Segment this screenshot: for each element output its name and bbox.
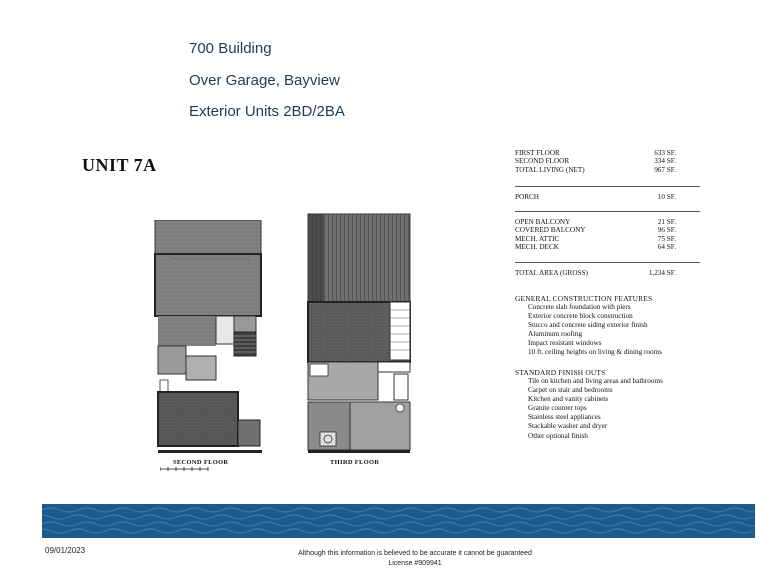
area-label: MECH. ATTIC (515, 234, 560, 243)
area-value: 633 SF. (654, 149, 676, 157)
area-group-outdoor (515, 218, 700, 251)
construction-list (528, 303, 662, 358)
list-item: Other optional finish (528, 431, 588, 440)
footer-disclaimer (260, 549, 570, 569)
list-item: Stackable washer and dryer (528, 422, 608, 431)
third-floor-plan (300, 212, 415, 457)
list-item: 10 ft. ceiling heights on living & dining rooms (528, 348, 662, 357)
finishes-list (528, 377, 663, 441)
area-group-porch (515, 193, 700, 201)
list-item: Carpet on stair and bedrooms (528, 386, 613, 395)
list-item: Aluminum roofing (528, 330, 583, 339)
area-group-living (515, 149, 700, 174)
area-group-total (515, 269, 700, 277)
divider (515, 262, 700, 263)
scale-bar (160, 466, 210, 472)
second-floor-label: SECOND FLOOR (173, 459, 229, 466)
list-item: Impact resistant windows (528, 339, 602, 348)
area-label: MECH. DECK (515, 242, 559, 251)
area-label: TOTAL AREA (GROSS) (515, 269, 588, 277)
area-label: SECOND FLOOR (515, 157, 570, 166)
area-value: 1,234 SF. (648, 269, 676, 277)
list-item: Tile on kitchen and living areas and bathrooms (528, 377, 663, 385)
area-row (515, 193, 700, 201)
area-label: FIRST FLOOR (515, 149, 560, 157)
list-item: Kitchen and vanity cabinets (528, 395, 609, 404)
area-row (515, 235, 700, 243)
finishes-title: STANDARD FINISH OUTS (515, 368, 606, 377)
footer-date: 09/01/2023 (45, 546, 86, 555)
list-item: Stainless steel appliances (528, 413, 601, 422)
area-label: OPEN BALCONY (515, 218, 571, 226)
area-row (515, 226, 700, 234)
area-label: COVERED BALCONY (515, 226, 586, 235)
area-value: 967 SF. (654, 165, 676, 174)
list-item: Exterior concrete block construction (528, 312, 633, 321)
area-row (515, 157, 700, 165)
header-line-unit-type: Exterior Units 2BD/2BA (189, 103, 345, 120)
construction-title: GENERAL CONSTRUCTION FEATURES (515, 294, 653, 303)
area-value: 334 SF. (654, 157, 676, 166)
area-label: PORCH (515, 193, 539, 201)
unit-title: UNIT 7A (82, 155, 157, 175)
license-number: License #909941 (388, 560, 442, 567)
area-value: 10 SF. (657, 193, 676, 201)
area-row (515, 166, 700, 174)
area-value: 21 SF. (657, 218, 676, 226)
decorative-wave-band (42, 504, 755, 538)
list-item: Stucco and concrete siding exterior finish (528, 321, 648, 330)
header-line-location: Over Garage, Bayview (189, 72, 340, 89)
area-value: 64 SF. (657, 242, 676, 251)
third-floor-label: THIRD FLOOR (330, 459, 380, 466)
area-value: 75 SF. (657, 234, 676, 243)
area-value: 96 SF. (657, 226, 676, 235)
list-item: Granite counter tops (528, 404, 587, 413)
area-row (515, 218, 700, 226)
area-row (515, 243, 700, 251)
header-line-building: 700 Building (189, 40, 272, 57)
list-item: Concrete slab foundation with piers (528, 303, 631, 311)
divider (515, 211, 700, 212)
divider (515, 186, 700, 187)
disclaimer-text: Although this information is believed to be accurate it cannot be guaranteed (298, 550, 532, 557)
area-row (515, 149, 700, 157)
area-row (515, 269, 700, 277)
area-label: TOTAL LIVING (NET) (515, 165, 585, 174)
second-floor-plan (150, 220, 265, 460)
